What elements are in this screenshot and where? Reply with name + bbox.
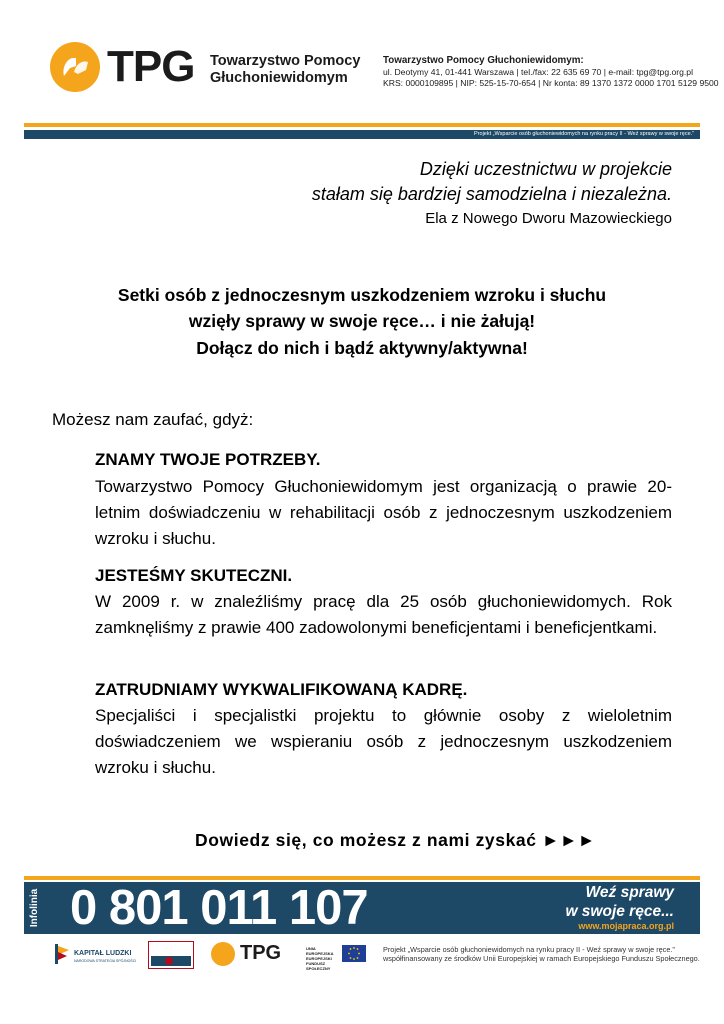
org-name-line2: Głuchoniewidomym xyxy=(210,70,348,86)
partner-logo-icon xyxy=(148,941,194,969)
section-text-staff: Specjaliści i specjalistki projektu to głównie osoby z wieloletnim doświadczeniem we wspieraniu osób z jednoczesnym uszkodzeniem wzroku i słuchu. xyxy=(95,706,672,777)
slogan-line1: Weź sprawy xyxy=(585,884,674,901)
website-link[interactable]: www.mojapraca.org.pl xyxy=(578,921,674,931)
section-text-effective: W 2009 r. w znaleźliśmy pracę dla 25 osób głuchoniewidomych. Rok zamknęliśmy z prawie 400 zadowolonymi beneficjentami i beneficjentkami. xyxy=(95,592,672,637)
tpg-small-logo-icon xyxy=(211,942,235,966)
intro-text: Możesz nam zaufać, gdyż: xyxy=(52,410,254,429)
infolinia-label xyxy=(29,886,41,930)
slogan-line2: w swoje ręce... xyxy=(565,903,674,920)
contact-block xyxy=(383,55,719,88)
org-name-line1: Towarzystwo Pomocy xyxy=(210,53,361,69)
kapital-ludzki-sub: NARODOWA STRATEGIA SPÓJNOŚCI xyxy=(74,959,137,963)
testimonial-quote-line2: stałam się bardziej samodzielna i niezależna. xyxy=(311,184,672,204)
logo-wordmark: TPG xyxy=(107,42,195,91)
testimonial-author: Ela z Nowego Dworu Mazowieckiego xyxy=(425,210,672,227)
contact-address: ul. Deotymy 41, 01-441 Warszawa | tel./fax: 22 635 69 70 | e-mail: tpg@tpg.org.pl xyxy=(383,67,693,77)
header-stripe-navy xyxy=(24,130,700,139)
project-banner: Projekt „Wsparcie osób głuchoniewidomych na rynku pracy II - Weź sprawy w swoje ręce.” xyxy=(474,131,694,137)
call-to-action: Dowiedz się, co możesz z nami zyskać ►►► xyxy=(195,830,596,850)
org-name xyxy=(210,53,360,87)
eu-funding-note xyxy=(383,945,700,963)
eu-note-line2: współfinansowany ze środków Unii Europejskiej w ramach Europejskiego Funduszu Społecznego. xyxy=(383,954,700,963)
contact-title: Towarzystwo Pomocy Głuchoniewidomym: xyxy=(383,55,584,66)
testimonial-quote-line1: Dzięki uczestnictwu w projekcie xyxy=(419,159,672,179)
eu-note-line1: Projekt „Wsparcie osób głuchoniewidomych na rynku pracy II - Weź sprawy w swoje ręce.” xyxy=(383,945,675,954)
headline-line3: Dołącz do nich i bądź aktywny/aktywna! xyxy=(196,338,528,358)
header-stripe-orange xyxy=(24,123,700,127)
headline-line2: wzięły sprawy w swoje ręce… i nie żałują! xyxy=(188,311,536,331)
section-text-needs: Towarzystwo Pomocy Głuchoniewidomym jest organizacją o prawie 20-letnim doświadczeniu w rehabilitacji osób z jednoczesnym uszkodzeniem wzroku i słuchu. xyxy=(95,477,672,548)
partner-logo-dot xyxy=(165,957,173,965)
infolinia-text: Infolinia xyxy=(29,888,40,928)
tpg-small-wordmark: TPG xyxy=(240,942,282,964)
eu-label: UNIA EUROPEJSKA EUROPEJSKI FUNDUSZ SPOŁECZNY xyxy=(306,946,334,971)
section-title-effective: JESTEŚMY SKUTECZNI. xyxy=(95,566,293,585)
kapital-ludzki-icon xyxy=(55,944,69,964)
tpg-logo-icon xyxy=(50,42,100,92)
contact-registry: KRS: 0000109895 | NIP: 525-15-70-654 | Nr konta: 89 1370 1372 0000 1701 5129 9500 xyxy=(383,77,719,88)
headline-line1: Setki osób z jednoczesnym uszkodzeniem wzroku i słuchu xyxy=(117,285,607,305)
kapital-ludzki-title: KAPITAŁ LUDZKI xyxy=(74,950,132,957)
eu-flag-icon xyxy=(342,945,366,962)
section-title-needs: ZNAMY TWOJE POTRZEBY. xyxy=(95,450,321,469)
section-title-staff: ZATRUDNIAMY WYKWALIFIKOWANĄ KADRĘ. xyxy=(95,680,468,699)
hotline-number: 0 801 011 107 xyxy=(70,881,368,935)
